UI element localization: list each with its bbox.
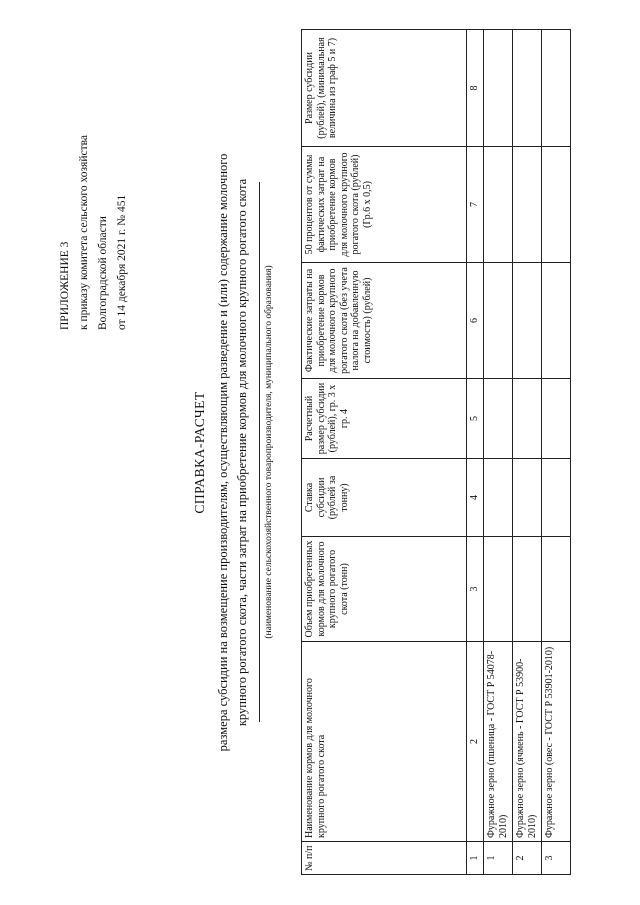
table-row <box>542 30 571 875</box>
column-number-cell: 2 <box>467 642 484 842</box>
column-number-cell: 5 <box>467 379 484 459</box>
rate-cell <box>513 459 542 537</box>
column-number-cell: 1 <box>467 842 484 875</box>
appendix-block <box>56 10 132 330</box>
table-row <box>513 30 542 875</box>
subtitle-line-1: размера субсидии на возмещение производителям, осуществляющим разведение и (или) содержание молочного <box>216 153 230 752</box>
appendix-line-1: ПРИЛОЖЕНИЕ 3 <box>59 241 71 330</box>
calculated-subsidy-cell <box>484 379 513 459</box>
subsidy-amount-cell <box>513 30 542 147</box>
subsidy-amount-cell <box>542 30 571 147</box>
fifty-percent-cell <box>484 147 513 263</box>
row-number-cell: 3 <box>542 842 571 875</box>
appendix-line-4: от 14 декабря 2021 г. № 451 <box>116 194 128 330</box>
volume-cell <box>513 537 542 642</box>
header-cell-fifty-percent: 50 процентов от суммы фактических затрат на приобретение кормов для молочного крупного рогатого скота (рублей) (Гр.6 х 0,5) <box>302 147 467 263</box>
subsidy-amount-cell <box>484 30 513 147</box>
rate-cell <box>484 459 513 537</box>
feed-name-cell: Фуражное зерно (овес - ГОСТ Р 53901-2010) <box>542 642 571 842</box>
producer-fill-line <box>259 182 260 722</box>
column-number-cell: 4 <box>467 459 484 537</box>
column-number-cell: 8 <box>467 30 484 147</box>
subtitle-line-2: крупного рогатого скота, части затрат на приобретение кормов для молочного крупного рогатого скота <box>235 178 249 727</box>
actual-costs-cell <box>513 263 542 379</box>
row-number-cell: 2 <box>513 842 542 875</box>
header-cell-calculated-subsidy: Расчетный размер субсидии (рублей), гр. 3 х гр. 4 <box>302 379 467 459</box>
header-cell-subsidy-amount: Размер субсидии (рублей), (минимальная величина из граф 5 и 7) <box>302 30 467 147</box>
feed-name-cell: Фуражное зерно (ячмень - ГОСТ Р 53900-2010) <box>513 642 542 842</box>
actual-costs-cell <box>542 263 571 379</box>
volume-cell <box>542 537 571 642</box>
table-row <box>484 30 513 875</box>
column-number-cell: 7 <box>467 147 484 263</box>
row-number-cell: 1 <box>484 842 513 875</box>
header-cell-rate: Ставка субсидии (рублей за тонну) <box>302 459 467 537</box>
column-number-cell: 6 <box>467 263 484 379</box>
column-number-row <box>467 30 484 875</box>
header-cell-feed-name: Наименование кормов для молочного крупного рогатого скота <box>302 642 467 842</box>
rate-cell <box>542 459 571 537</box>
actual-costs-cell <box>484 263 513 379</box>
calculated-subsidy-cell <box>542 379 571 459</box>
fifty-percent-cell <box>542 147 571 263</box>
document-title: СПРАВКА-РАСЧЕТ <box>192 391 207 514</box>
appendix-line-3: Волгоградской области <box>97 216 109 330</box>
header-cell-number: № п/п <box>302 842 467 875</box>
appendix-line-2: к приказу комитета сельского хозяйства <box>78 134 90 330</box>
table-header-row <box>302 30 467 875</box>
volume-cell <box>484 537 513 642</box>
header-cell-volume: Объем приобретенных кормов для молочного крупного рогатого скота (тонн) <box>302 537 467 642</box>
header-cell-actual-costs: Фактические затраты на приобретение кормов для молочного крупного рогатого скота (без учета налога на добавленную стоимость) (рублей) <box>302 263 467 379</box>
feed-name-cell: Фуражное зерно (пшеница - ГОСТ Р 54078-2010) <box>484 642 513 842</box>
column-number-cell: 3 <box>467 537 484 642</box>
document-subtitle <box>214 40 252 865</box>
calculated-subsidy-cell <box>513 379 542 459</box>
fifty-percent-cell <box>513 147 542 263</box>
producer-caption: (наименование сельскохозяйственного товаропроизводителя, муниципального образования) <box>264 265 274 639</box>
calculation-table <box>301 29 571 875</box>
